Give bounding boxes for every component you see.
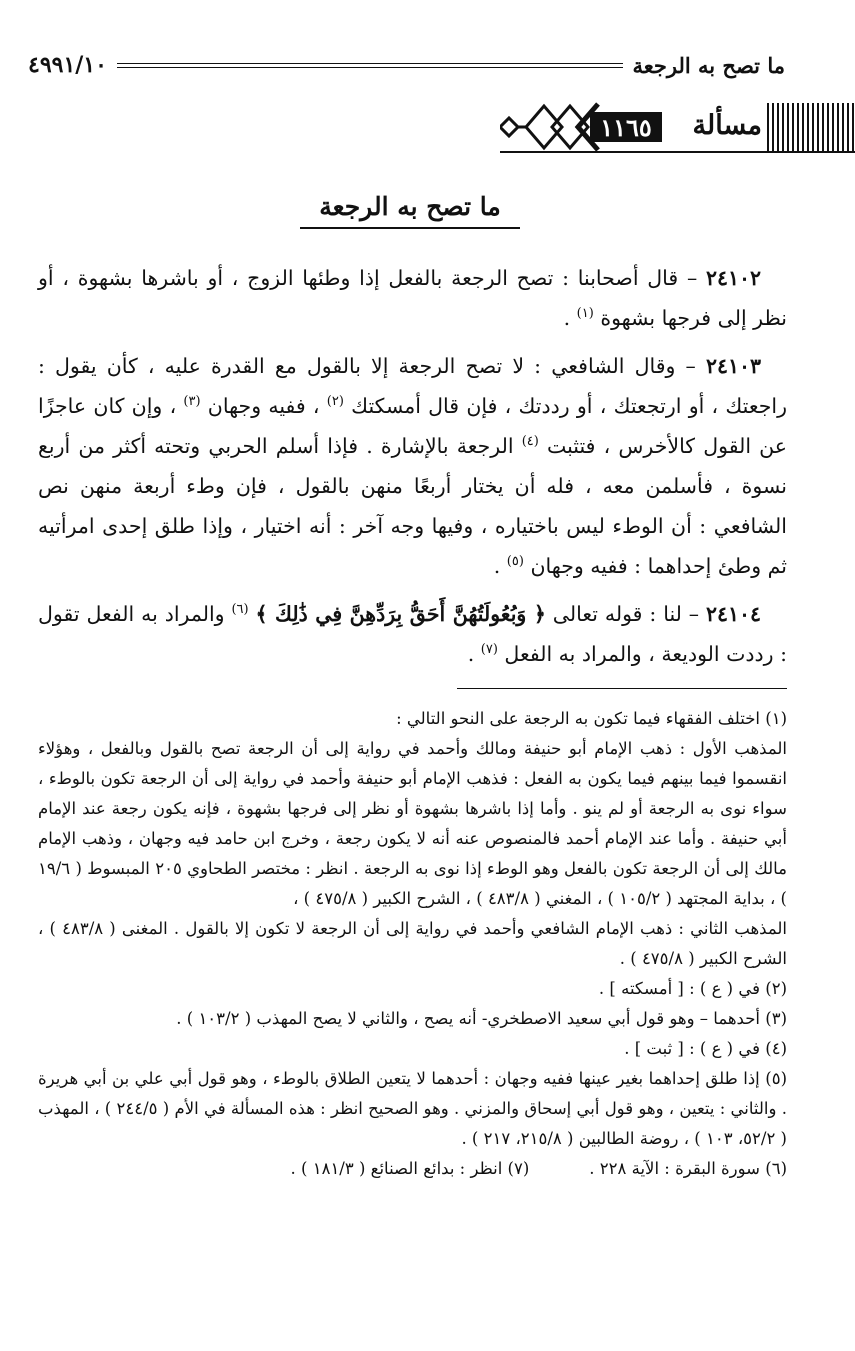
footnote-ref: (٥) (506, 554, 524, 570)
masala-banner (500, 100, 855, 154)
footnote-5: (٥) إذا طلق إحداهما بغير عينها ففيه وجهان : أحدهما لا يتعين الطلاق بالوطء ، وهو قول أبي علي بن أبي هريرة . والثاني : يتعين ، وهو قول أبي إسحاق والمزني . وهو الصحيح انظر : هذه المسألة في الأم ( ٢٤٤/٥ ) ، المهذب ( ٥٢/٢، ١٠٣ ) ، روضة الطالبين ( ٢١٥/٨، ٢١٧ ) . (38, 1069, 787, 1148)
footnote-2: (٢) في ( ع ) : [ أمسكته ] . (598, 979, 787, 998)
footnotes (38, 704, 787, 1184)
footnote-ref: (١) (576, 306, 594, 322)
paragraph-text: – وقال الشافعي : لا تصح الرجعة إلا بالقول مع القدرة عليه ، كأن يقول : راجعتك ، أو ارتجعتك ، أو رددتك ، فإن قال أمسكتك (38, 354, 787, 418)
masala-label: مسألة (692, 110, 762, 141)
footnote-1: (١) اختلف الفقهاء فيما تكون به الرجعة على النحو التالي : (396, 709, 787, 728)
banner-underline (500, 151, 855, 153)
paragraph-tail: . (563, 306, 577, 330)
banner-stripes (767, 103, 855, 151)
paragraph-tail: . (493, 554, 507, 578)
paragraph-text: والمراد به الفعل تقول : رددت الوديعة ، والمراد به الفعل (38, 602, 787, 666)
footnote-ref: (٤) (521, 434, 539, 450)
main-text (38, 258, 787, 682)
paragraph-tail: . (467, 642, 481, 666)
footnote-ref: (٣) (183, 394, 201, 410)
masala-number: ١١٦٥ (590, 112, 662, 142)
paragraph-text: ، وإن كان عاجزًا عن القول كالأخرس ، فتثبت (38, 394, 787, 458)
footnote-1-body: المذهب الأول : ذهب الإمام أبو حنيفة ومالك وأحمد في رواية إلى أن الرجعة تصح بالقول وبالفعل ، وهؤلاء انقسموا فيما بينهم فيما يكون به الفعل : فذهب الإمام أبو حنيفة وأحمد في رواية إلى أن الرجعة تكون بالوطء ، سواء نوى به الرجعة أو لم ينو . وأما إذا باشرها بشهوة أو نظر إلى فرجها بشهوة ، فإنه يكون رجعة عند الإمام أبي حنيفة . وأما عند الإمام أحمد فالمنصوص عنه أنه لا يكون رجعة ، وخرج ابن حامد فيه وجهان ، وذهب الإمام مالك إلى أن الرجعة تكون بالفعل وهو الوطء إذا نوى به الرجعة . انظر : مختصر الطحاوي ٢٠٥ المبسوط ( ١٩/٦ ) ، بداية المجتهد ( ١٠٥/٢ ) ، المغني ( ٤٨٣/٨ ) ، الشرح الكبير ( ٤٧٥/٨ ) ، (38, 739, 787, 908)
footnote-1-second: المذهب الثاني : ذهب الإمام الشافعي وأحمد في رواية إلى أن الرجعة لا تكون إلا بالقول . المغنى ( ٤٨٣/٨ ) ، الشرح الكبير ( ٤٧٥/٨ ) . (38, 919, 787, 968)
footnote-4: (٤) في ( ع ) : [ ثبت ] . (624, 1039, 787, 1058)
chapter-title: ما تصح به الرجعة (300, 192, 520, 229)
running-header (28, 50, 785, 80)
footnote-separator (457, 688, 787, 689)
footnote-6: (٦) سورة البقرة : الآية ٢٢٨ . (589, 1159, 787, 1178)
running-title: ما تصح به الرجعة (632, 52, 785, 78)
paragraph-number: ٢٤١٠٢ (705, 266, 761, 290)
paragraph-24102 (38, 258, 787, 338)
footnote-3: (٣) أحدهما – وهو قول أبي سعيد الاصطخري- أنه يصح ، والثاني لا يصح المهذب ( ١٠٣/٢ ) . (176, 1009, 787, 1028)
footnote-ref: (٦) (231, 602, 249, 618)
paragraph-24103 (38, 346, 787, 586)
footnote-ref: (٢) (326, 394, 344, 410)
footnote-7: (٧) انظر : بدائع الصنائع ( ١٨١/٣ ) . (290, 1159, 530, 1178)
footnote-ref: (٧) (480, 642, 498, 658)
footnotes-6-7 (38, 1154, 787, 1184)
paragraph-text: – لنا : قوله تعالى (545, 602, 706, 626)
page-number: ٤٩٩١/١٠ (28, 52, 107, 78)
paragraph-number: ٢٤١٠٣ (705, 354, 761, 378)
paragraph-24104 (38, 594, 787, 674)
paragraph-number: ٢٤١٠٤ (705, 602, 762, 626)
paragraph-text: الرجعة بالإشارة . فإذا أسلم الحربي وتحته أكثر من أربع نسوة ، فأسلمن معه ، فله أن يختار أربعًا منهن بالقول ، فإن وطء أربعة منهن نص الشافعي : أن الوطء ليس باختياره ، وفيها وجه آخر : أنه اختيار ، وإذا طلق إحدى امرأتيه ثم وطئ إحداهما : ففيه وجهان (38, 434, 787, 578)
quran-verse: ﴿ وَبُعُولَتُهُنَّ أَحَقُّ بِرَدِّهِنَّ فِي ذَٰلِكَ ﴾ (255, 602, 546, 626)
ornament-icon (500, 100, 600, 154)
paragraph-text: ، ففيه وجهان (200, 394, 327, 418)
paragraph-text: – قال أصحابنا : تصح الرجعة بالفعل إذا وطئها الزوج ، أو باشرها بشهوة ، أو نظر إلى فرجها بشهوة (38, 266, 787, 330)
header-rule (117, 63, 623, 68)
